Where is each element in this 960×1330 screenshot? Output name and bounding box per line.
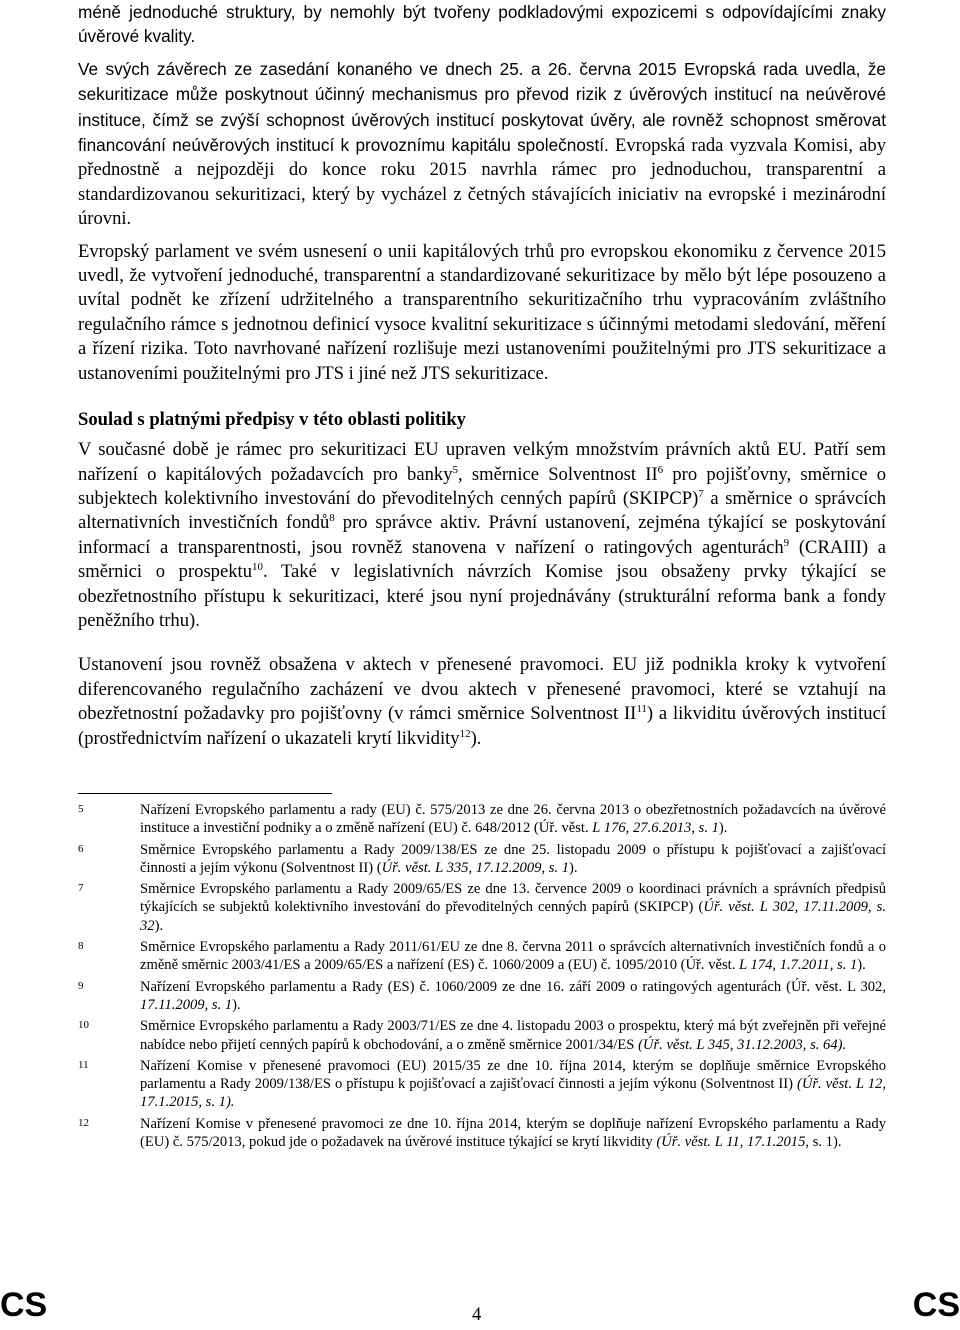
footnote-number: 6: [78, 842, 84, 855]
body-text: [78, 0, 886, 751]
footnote-text: Směrnice Evropského parlamentu a Rady 2011/61/EU ze dne 8. června 2011 o správcích alternativních investičních fondů a o změně směrnic 2003/41/ES a 2009/65/ES a nařízení (ES) č. 1060/2009 a (EU) č. 1095/2010 (Úř. věst. L 174, 1.7.2011, s. 1).: [140, 939, 886, 974]
footnote-text: Směrnice Evropského parlamentu a Rady 2009/65/ES ze dne 13. července 2009 o koordinaci právních a správních předpisů týkajících se subjektů kolektivního investování do převoditelných cenných papírů (SKIPCP) (Úř. věst. L 302, 17.11.2009, s. 32).: [140, 881, 886, 934]
footnote-text: Směrnice Evropského parlamentu a Rady 2009/138/ES ze dne 25. listopadu 2009 o přístupu k pojišťovací a zajišťovací činnosti a jejím výkonu (Solventnost II) (Úř. věst. L 335, 17.12.2009, s. 1).: [140, 841, 886, 876]
footnote-ref-7[interactable]: 7: [698, 487, 704, 500]
footnote-number: 12: [78, 1116, 89, 1129]
footnote-text: Nařízení Komise v přenesené pravomoci ze dne 10. října 2014, kterým se doplňuje nařízení Evropského parlamentu a Rady (EU) č. 575/2013, pokud jde o požadavek na úvěrové instituce týkající se krytí likvidity (Úř. věst. L 11, 17.1.2015, s. 1).: [140, 1115, 886, 1151]
footnote-ref-10[interactable]: 10: [252, 560, 263, 573]
footnote-number: 8: [78, 940, 84, 953]
paragraph-european-council-part2: Evropská rada vyzvala Komisi, aby přednostně a nejpozději do konce roku 2015 navrhla rámec pro jednoduchou, transparentní a standardizovanou sekuritizaci, který by vycházel z četných stávajících iniciativ na evropské i mezinárodní úrovni.: [78, 135, 887, 230]
footnote-12: [78, 1115, 886, 1152]
footnote-10: [78, 1017, 886, 1054]
section-heading: Soulad s platnými předpisy v této oblasti politiky: [78, 409, 466, 431]
language-code-right: CS: [912, 1286, 960, 1324]
footnote-number: 9: [78, 979, 84, 992]
paragraph-delegated-acts: Ustanovení jsou rovněž obsažena v aktech v přenesené pravomoci. EU již podnikla kroky k vytvoření diferencovaného regulačního zacházení ve dvou aktech v přenesené pravomoci, které se vztahují na obezřetnostní požadavky pro pojišťovny (v rámci směrnice Solventnost II$^{11}$) a likviditu úvěrových institucí (prostřednictvím nařízení o ukazateli krytí likvidity$^{12}$).: [78, 654, 886, 749]
footnote-11: [78, 1057, 886, 1112]
footnote-ref-11[interactable]: 11: [636, 702, 647, 715]
footnote-ref-9[interactable]: 9: [783, 536, 790, 549]
footnotes: [78, 801, 886, 1154]
footnote-7: [78, 880, 886, 935]
footnote-text: Nařízení Evropského parlamentu a Rady (ES) č. 1060/2009 ze dne 16. září 2009 o ratingových agenturách (Úř. věst. L 302, 17.11.2009, s. 1).: [140, 978, 886, 1013]
paragraph-continued: méně jednoduché struktury, by nemohly být tvořeny podkladovými expozicemi s odpovídajícími znaky úvěrové kvality.: [78, 2, 886, 47]
footnote-ref-6[interactable]: 6: [657, 463, 664, 476]
footnote-number: 10: [78, 1019, 89, 1032]
footnote-9: [78, 978, 886, 1015]
footnote-number: 7: [78, 882, 84, 895]
footnote-separator: [78, 793, 332, 794]
footnote-6: [78, 841, 886, 878]
footnote-ref-12[interactable]: 12: [459, 727, 471, 740]
paragraph-european-council-part1: Ve svých závěrech ze zasedání konaného ve dnech 25. a 26. června 2015 Evropská rada uvedla, že sekuritizace může poskytnout účinný mechanismus pro převod rizik z úvěrových institucí na neúvěrové instituce, čímž se zvýší schopnost úvěrových institucí poskytovat úvěry, ale rovněž schopnost směrovat financování neúvěrových institucí k provoznímu kapitálu společností.: [78, 58, 886, 156]
paragraph-european-council: [78, 57, 886, 232]
footnote-8: [78, 938, 886, 975]
paragraph-european-parliament: Evropský parlament ve svém usnesení o unii kapitálových trhů pro evropskou ekonomiku z července 2015 uvedl, že vytvoření jednoduché, transparentní a standardizované sekuritizace by mělo být lépe posouzeno a uvítal podnět ke zřízení udržitelného a transparentního sekuritizačního trhu vypracováním zvláštního regulačního rámce s jednotnou definicí vysoce kvalitní sekuritizace s účinnými metodami sledování, měření a řízení rizika. Toto navrhované nařízení rozlišuje mezi ustanoveními použitelnými pro JTS sekuritizace a ustanoveními použitelnými pro JTS i jiné než JTS sekuritizace.: [78, 240, 886, 384]
footnote-ref-8[interactable]: 8: [329, 512, 335, 525]
footnote-text: Nařízení Komise v přenesené pravomoci (EU) 2015/35 ze dne 10. října 2014, kterým se doplňuje směrnice Evropského parlamentu a Rady 2009/138/ES o přístupu k pojišťovací a zajišťovací činnosti a jejím výkonu (Solventnost II) (Úř. věst. L 12, 17.1.2015, s. 1).: [140, 1057, 886, 1111]
footnote-ref-5[interactable]: 5: [452, 463, 458, 476]
paragraph-current-framework: V současné době je rámec pro sekuritizaci EU upraven velkým množstvím právních aktů EU. Patří sem nařízení o kapitálových požadavcích pro banky$^5$, směrnice Solventnost $II^6$ pro pojišťovny, směrnice o subjektech kolektivního investování do převoditelných cenných papírů (SKIPCP)$^7$ a směrnice o správcích alternativních investičních fondů$^8$ pro správce aktiv. Právní ustanovení, zejména týkající se poskytování informací a transparentnosti, jsou rovněž stanovena v nařízení o ratingových agenturách$^9$ (CRAIII) a směrnici o prospektu$^{10}$. Také v legislativních návrzích Komise jsou obsaženy prvky týkající se obezřetnostního přístupu k sekuritizaci, které jsou nyní projednávány (strukturální reforma bank a fondy peněžního trhu).: [78, 439, 887, 631]
footnote-number: 11: [78, 1058, 89, 1071]
footnote-text: Nařízení Evropského parlamentu a rady (EU) č. 575/2013 ze dne 26. června 2013 o obezřetnostních požadavcích na úvěrové instituce a investiční podniky a o změně nařízení (EU) č. 648/2012 (Úř. věst. L 176, 27.6.2013, s. 1).: [140, 802, 886, 837]
footnote-text: Směrnice Evropského parlamentu a Rady 2003/71/ES ze dne 4. listopadu 2003 o prospektu, který má být zveřejněn při veřejné nabídce nebo přijetí cenných papírů k obchodování, a o změně směrnice 2001/34/ES (Úř. věst. L 345, 31.12.2003, s. 64).: [140, 1018, 886, 1053]
language-code-left: CS: [0, 1286, 48, 1324]
page-number: 4: [472, 1304, 482, 1325]
footnote-5: [78, 801, 886, 838]
footnote-number: 5: [78, 803, 84, 815]
